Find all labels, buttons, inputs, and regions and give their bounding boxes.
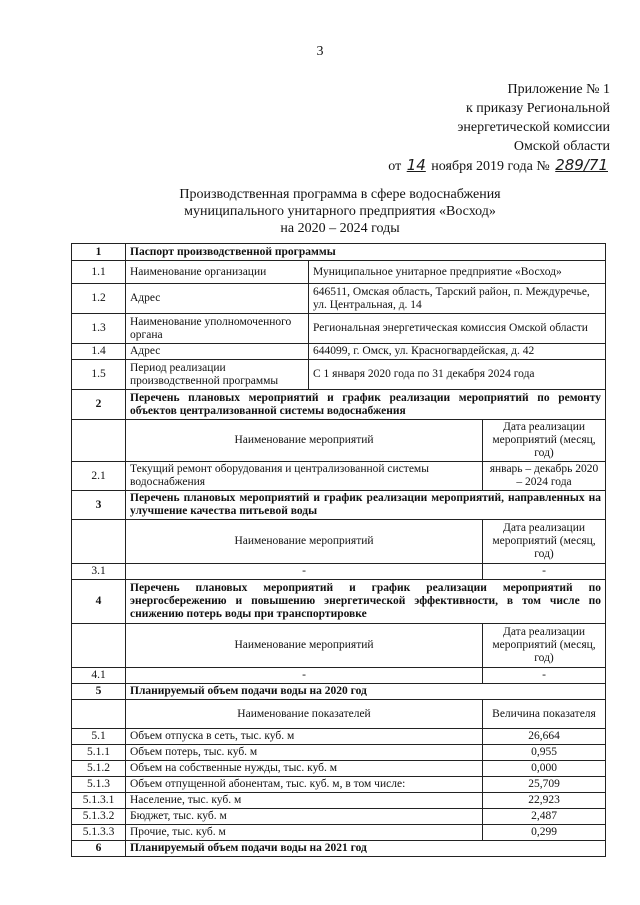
empty-cell [72, 624, 126, 668]
section-number: 3 [72, 491, 126, 520]
row-value: Муниципальное унитарное предприятие «Восход» [309, 261, 606, 284]
empty-cell [72, 700, 126, 729]
row-value: 646511, Омская область, Тарский район, п. Междуречье, ул. Центральная, д. 14 [309, 284, 606, 314]
table-row [72, 777, 606, 793]
table-row [72, 668, 606, 684]
document-title [0, 186, 640, 237]
section-title: Перечень плановых мероприятий и график реализации мероприятий по ремонту объектов централизованной системы водоснабжения [126, 390, 606, 420]
table-row [72, 344, 606, 360]
section-header-row [72, 390, 606, 420]
activity-name: - [126, 668, 483, 684]
row-number: 2.1 [72, 462, 126, 491]
table-row [72, 745, 606, 761]
table-row [72, 809, 606, 825]
indicator-name: Объем потерь, тыс. куб. м [126, 745, 483, 761]
column-header-row [72, 520, 606, 564]
column-header-row [72, 700, 606, 729]
row-number: 1.1 [72, 261, 126, 284]
row-number: 3.1 [72, 564, 126, 580]
empty-cell [72, 520, 126, 564]
indicator-name: Население, тыс. куб. м [126, 793, 483, 809]
section-header-row [72, 841, 606, 857]
appendix-line: Омской области [513, 139, 610, 154]
row-value: Региональная энергетическая комиссия Омской области [309, 314, 606, 344]
column-header-name: Наименование мероприятий [126, 520, 483, 564]
row-value: С 1 января 2020 года по 31 декабря 2024 года [309, 360, 606, 390]
column-header-name: Наименование мероприятий [126, 624, 483, 668]
row-number: 5.1.2 [72, 761, 126, 777]
section-number: 4 [72, 580, 126, 624]
row-number: 5.1.3.3 [72, 825, 126, 841]
activity-date: - [483, 668, 606, 684]
indicator-value: 2,487 [483, 809, 606, 825]
indicator-value: 0,000 [483, 761, 606, 777]
section-number: 5 [72, 684, 126, 700]
activity-date: январь – декабрь 2020 – 2024 года [483, 462, 606, 491]
activity-name: Текущий ремонт оборудования и централизованной системы водоснабжения [126, 462, 483, 491]
row-label: Наименование организации [126, 261, 309, 284]
activity-name: - [126, 564, 483, 580]
table-row [72, 761, 606, 777]
section-header-row [72, 580, 606, 624]
appendix-line: к приказу Региональной [465, 101, 610, 116]
table-row [72, 825, 606, 841]
appendix-date-line [388, 156, 610, 176]
row-number: 1.3 [72, 314, 126, 344]
section-number: 6 [72, 841, 126, 857]
page-number: 3 [316, 44, 324, 59]
row-number: 1.5 [72, 360, 126, 390]
indicator-value: 0,299 [483, 825, 606, 841]
empty-cell [72, 420, 126, 462]
section-title: Перечень плановых мероприятий и график реализации мероприятий, направленных на улучшение качества питьевой воды [126, 491, 606, 520]
indicator-name: Объем на собственные нужды, тыс. куб. м [126, 761, 483, 777]
section-title: Паспорт производственной программы [126, 244, 606, 261]
section-header-row [72, 684, 606, 700]
appendix-line: Приложение № 1 [507, 82, 610, 97]
column-header-name: Наименование показателей [126, 700, 483, 729]
section-title: Планируемый объем подачи воды на 2021 год [126, 841, 606, 857]
column-header-row [72, 420, 606, 462]
indicator-value: 26,664 [483, 729, 606, 745]
handwritten-day: 14 [406, 156, 426, 174]
table-row [72, 564, 606, 580]
section-title: Планируемый объем подачи воды на 2020 год [126, 684, 606, 700]
table-row [72, 314, 606, 344]
row-label: Адрес [126, 284, 309, 314]
indicator-name: Бюджет, тыс. куб. м [126, 809, 483, 825]
table-row [72, 360, 606, 390]
date-prefix: от [388, 159, 402, 174]
row-number: 5.1.3.1 [72, 793, 126, 809]
table-row [72, 261, 606, 284]
indicator-name: Объем отпущенной абонентам, тыс. куб. м, в том числе: [126, 777, 483, 793]
indicator-value: 0,955 [483, 745, 606, 761]
section-number: 2 [72, 390, 126, 420]
appendix-header [388, 80, 610, 176]
handwritten-order-number: 289/71 [555, 156, 608, 174]
indicator-value: 25,709 [483, 777, 606, 793]
table-row [72, 284, 606, 314]
row-number: 5.1 [72, 729, 126, 745]
row-number: 1.2 [72, 284, 126, 314]
date-rest: ноября 2019 года № [431, 159, 550, 174]
table-row [72, 729, 606, 745]
table-row [72, 462, 606, 491]
section-number: 1 [72, 244, 126, 261]
column-header-date: Дата реализации мероприятий (месяц, год) [483, 520, 606, 564]
indicator-name: Объем отпуска в сеть, тыс. куб. м [126, 729, 483, 745]
row-number: 5.1.3 [72, 777, 126, 793]
column-header-date: Дата реализации мероприятий (месяц, год) [483, 624, 606, 668]
section-header-row [72, 244, 606, 261]
title-line: муниципального унитарного предприятия «Восход» [184, 204, 496, 219]
indicator-name: Прочие, тыс. куб. м [126, 825, 483, 841]
column-header-row [72, 624, 606, 668]
row-label: Адрес [126, 344, 309, 360]
row-value: 644099, г. Омск, ул. Красногвардейская, д. 42 [309, 344, 606, 360]
title-line: Производственная программа в сфере водоснабжения [179, 187, 501, 202]
program-table [71, 243, 606, 857]
table-row [72, 793, 606, 809]
column-header-name: Наименование мероприятий [126, 420, 483, 462]
title-line: на 2020 – 2024 годы [280, 221, 400, 236]
appendix-line: энергетической комиссии [457, 120, 610, 135]
column-header-date: Дата реализации мероприятий (месяц, год) [483, 420, 606, 462]
row-label: Период реализации производственной программы [126, 360, 309, 390]
activity-date: - [483, 564, 606, 580]
indicator-value: 22,923 [483, 793, 606, 809]
section-title: Перечень плановых мероприятий и график реализации мероприятий по энергосбережению и повышению энергетической эффективности, в том числе по снижению потерь воды при транспортировке [126, 580, 606, 624]
row-number: 1.4 [72, 344, 126, 360]
section-header-row [72, 491, 606, 520]
row-number: 4.1 [72, 668, 126, 684]
row-number: 5.1.3.2 [72, 809, 126, 825]
row-number: 5.1.1 [72, 745, 126, 761]
column-header-value: Величина показателя [483, 700, 606, 729]
row-label: Наименование уполномоченного органа [126, 314, 309, 344]
